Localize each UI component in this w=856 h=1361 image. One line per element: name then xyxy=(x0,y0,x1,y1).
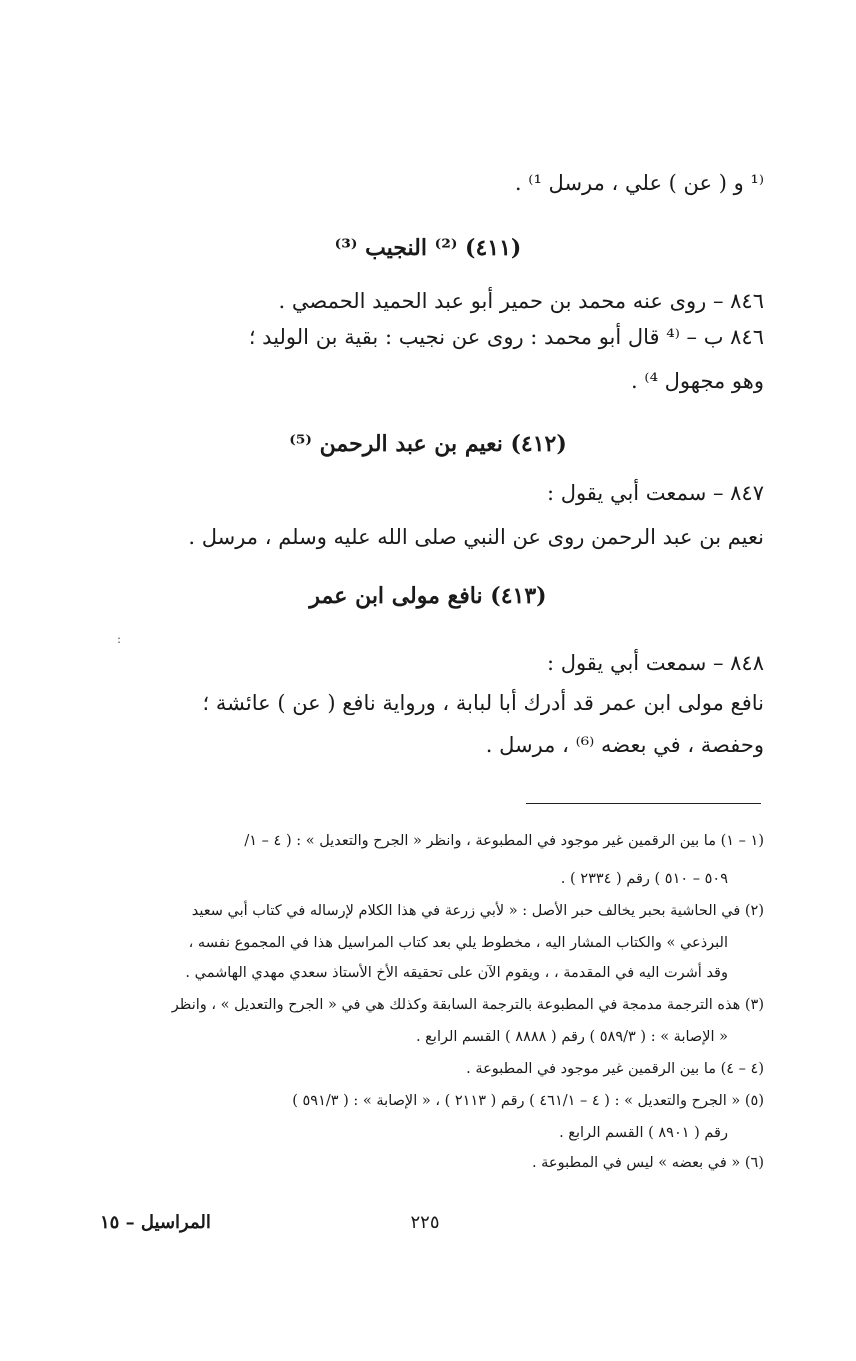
footnote-2-cont: وقد أشرت اليه في المقدمة ، ، ويقوم الآن على تحقيقه الأخ الأستاذ سعدي مهدي الهاشمي . xyxy=(185,965,728,981)
entry-846b-cont: وهو مجهول ⁴⁾ . xyxy=(631,369,764,393)
footnote-1-cont: ٥٠٩ – ٥١٠ ) رقم ( ٢٣٣٤ ) . xyxy=(560,871,728,887)
entry-848: ٨٤٨ – سمعت أبي يقول : xyxy=(546,651,764,675)
footnote-5-cont: رقم ( ٨٩٠١ ) القسم الرابع . xyxy=(559,1125,728,1141)
footnote-3-cont: « الإصابة » : ( ٥٨٩/٣ ) رقم ( ٨٨٨٨ ) القسم الرابع . xyxy=(415,1029,728,1045)
footnote-2: (٢) في الحاشية بحبر يخالف حبر الأصل : « لأبي زرعة في هذا الكلام لإرساله في كتاب أبي سعيد xyxy=(191,903,764,919)
entry-848-cont: وحفصة ، في بعضه ⁽⁶⁾ ، مرسل . xyxy=(485,733,764,757)
entry-heading-411: (٤١١) ⁽²⁾ النجيب ⁽³⁾ xyxy=(334,235,522,261)
footnote-4: (٤ – ٤) ما بين الرقمين غير موجود في المطبوعة . xyxy=(466,1061,764,1077)
footnote-3: (٣) هذه الترجمة مدمجة في المطبوعة بالترجمة السابقة وكذلك هي في « الجرح والتعديل » ، وانظر xyxy=(171,997,764,1013)
footnote-6: (٦) « في بعضه » ليس في المطبوعة . xyxy=(531,1155,764,1171)
footnote-separator xyxy=(526,803,761,804)
footnote-1: (١ – ١) ما بين الرقمين غير موجود في المطبوعة ، وانظر « الجرح والتعديل » : ( ٤ – ١/ xyxy=(244,833,764,849)
entry-847: ٨٤٧ – سمعت أبي يقول : xyxy=(546,481,764,505)
text-line: ⁽¹ و ( عن ) علي ، مرسل ¹⁾ . xyxy=(514,171,764,195)
footnote-5: (٥) « الجرح والتعديل » : ( ٤ – ٤٦١/١ ) رقم ( ٢١١٣ ) ، « الإصابة » : ( ٥٩١/٣ ) xyxy=(292,1093,764,1109)
entry-heading-412: (٤١٢) نعيم بن عبد الرحمن ⁽⁵⁾ xyxy=(289,431,567,457)
entry-846b: ٨٤٦ ب – ⁽⁴ قال أبو محمد : روى عن نجيب : بقية بن الوليد ؛ xyxy=(248,325,764,349)
stray-mark: : xyxy=(117,632,122,646)
page-number: ٢٢٥ xyxy=(410,1212,440,1233)
entry-848-text: نافع مولى ابن عمر قد أدرك أبا لبابة ، ورواية نافع ( عن ) عائشة ؛ xyxy=(202,691,764,715)
footnote-2-cont: البرذعي » والكتاب المشار اليه ، مخطوط يلي بعد كتاب المراسيل هذا في المجموع نفسه ، xyxy=(188,935,728,951)
running-title: المراسيل – ١٥ xyxy=(100,1212,211,1233)
entry-846: ٨٤٦ – روى عنه محمد بن حمير أبو عبد الحميد الحمصي . xyxy=(278,289,764,313)
entry-heading-413: (٤١٣) نافع مولى ابن عمر xyxy=(309,583,547,609)
entry-847-text: نعيم بن عبد الرحمن روى عن النبي صلى الله عليه وسلم ، مرسل . xyxy=(188,525,764,549)
